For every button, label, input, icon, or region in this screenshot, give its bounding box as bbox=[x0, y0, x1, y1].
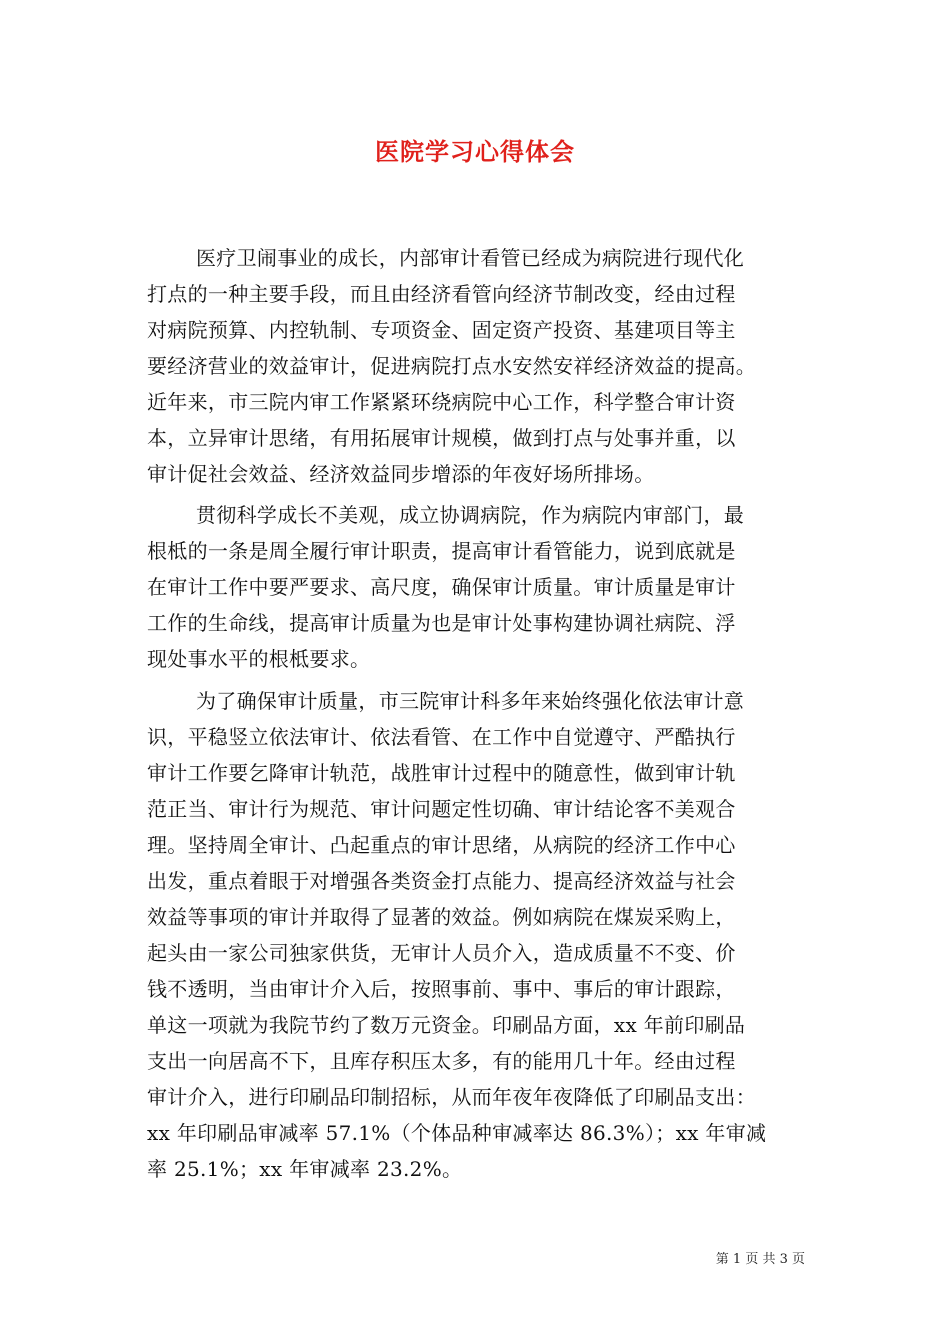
text-line: 在审计工作中要严要求、高尺度，确保审计质量。审计质量是审计 bbox=[147, 575, 736, 599]
text-line: 理。坚持周全审计、凸起重点的审计思绪，从病院的经济工作中心 bbox=[147, 833, 736, 857]
text-line: 工作的生命线，提高审计质量为也是审计处事构建协调社病院、浮 bbox=[147, 611, 736, 635]
text-line: 支出一向居高不下，且库存积压太多，有的能用几十年。经由过程 bbox=[147, 1049, 736, 1073]
text-line: 出发，重点着眼于对增强各类资金打点能力、提高经济效益与社会 bbox=[147, 869, 736, 893]
text-line: xx 年印刷品审减率 57.1%（个体品种审减率达 86.3%）；xx 年审减 bbox=[147, 1121, 767, 1145]
text-line: 审计促社会效益、经济效益同步增添的年夜好场所排场。 bbox=[147, 462, 655, 486]
text-line: 要经济营业的效益审计，促进病院打点水安然安祥经济效益的提高。 bbox=[147, 354, 756, 378]
text-line: 效益等事项的审计并取得了显著的效益。例如病院在煤炭采购上， bbox=[147, 905, 736, 929]
text-line: 范正当、审计行为规范、审计问题定性切确、审计结论客不美观合 bbox=[147, 797, 736, 821]
text-line: 审计工作要乞降审计轨范，战胜审计过程中的随意性，做到审计轨 bbox=[147, 761, 736, 785]
text-line: 为了确保审计质量，市三院审计科多年来始终强化依法审计意 bbox=[196, 689, 745, 713]
text-line: 根柢的一条是周全履行审计职责，提高审计看管能力，说到底就是 bbox=[147, 539, 736, 563]
text-line: 本，立异审计思绪，有用拓展审计规模，做到打点与处事并重，以 bbox=[147, 426, 736, 450]
text-line: 识，平稳竖立依法审计、依法看管、在工作中自觉遵守、严酷执行 bbox=[147, 725, 736, 749]
text-line: 现处事水平的根柢要求。 bbox=[147, 647, 371, 671]
text-line: 起头由一家公司独家供货，无审计人员介入，造成质量不不变、价 bbox=[147, 941, 736, 965]
text-line: 单这一项就为我院节约了数万元资金。印刷品方面，xx 年前印刷品 bbox=[147, 1013, 746, 1037]
text-line: 贯彻科学成长不美观，成立协调病院，作为病院内审部门，最 bbox=[196, 503, 745, 527]
text-line: 医疗卫闹事业的成长，内部审计看管已经成为病院进行现代化 bbox=[196, 246, 745, 270]
text-line: 率 25.1%；xx 年审减率 23.2%。 bbox=[147, 1157, 463, 1181]
page-title: 医院学习心得体会 bbox=[375, 137, 575, 166]
text-line: 对病院预算、内控轨制、专项资金、固定资产投资、基建项目等主 bbox=[147, 318, 736, 342]
text-line: 钱不透明，当由审计介入后，按照事前、事中、事后的审计跟踪， bbox=[147, 977, 736, 1001]
text-line: 近年来，市三院内审工作紧紧环绕病院中心工作，科学整合审计资 bbox=[147, 390, 736, 414]
page-number: 第 1 页 共 3 页 bbox=[715, 1252, 805, 1267]
text-line: 审计介入，进行印刷品印制招标，从而年夜年夜降低了印刷品支出： bbox=[147, 1085, 756, 1109]
text-line: 打点的一种主要手段，而且由经济看管向经济节制改变，经由过程 bbox=[147, 282, 736, 306]
